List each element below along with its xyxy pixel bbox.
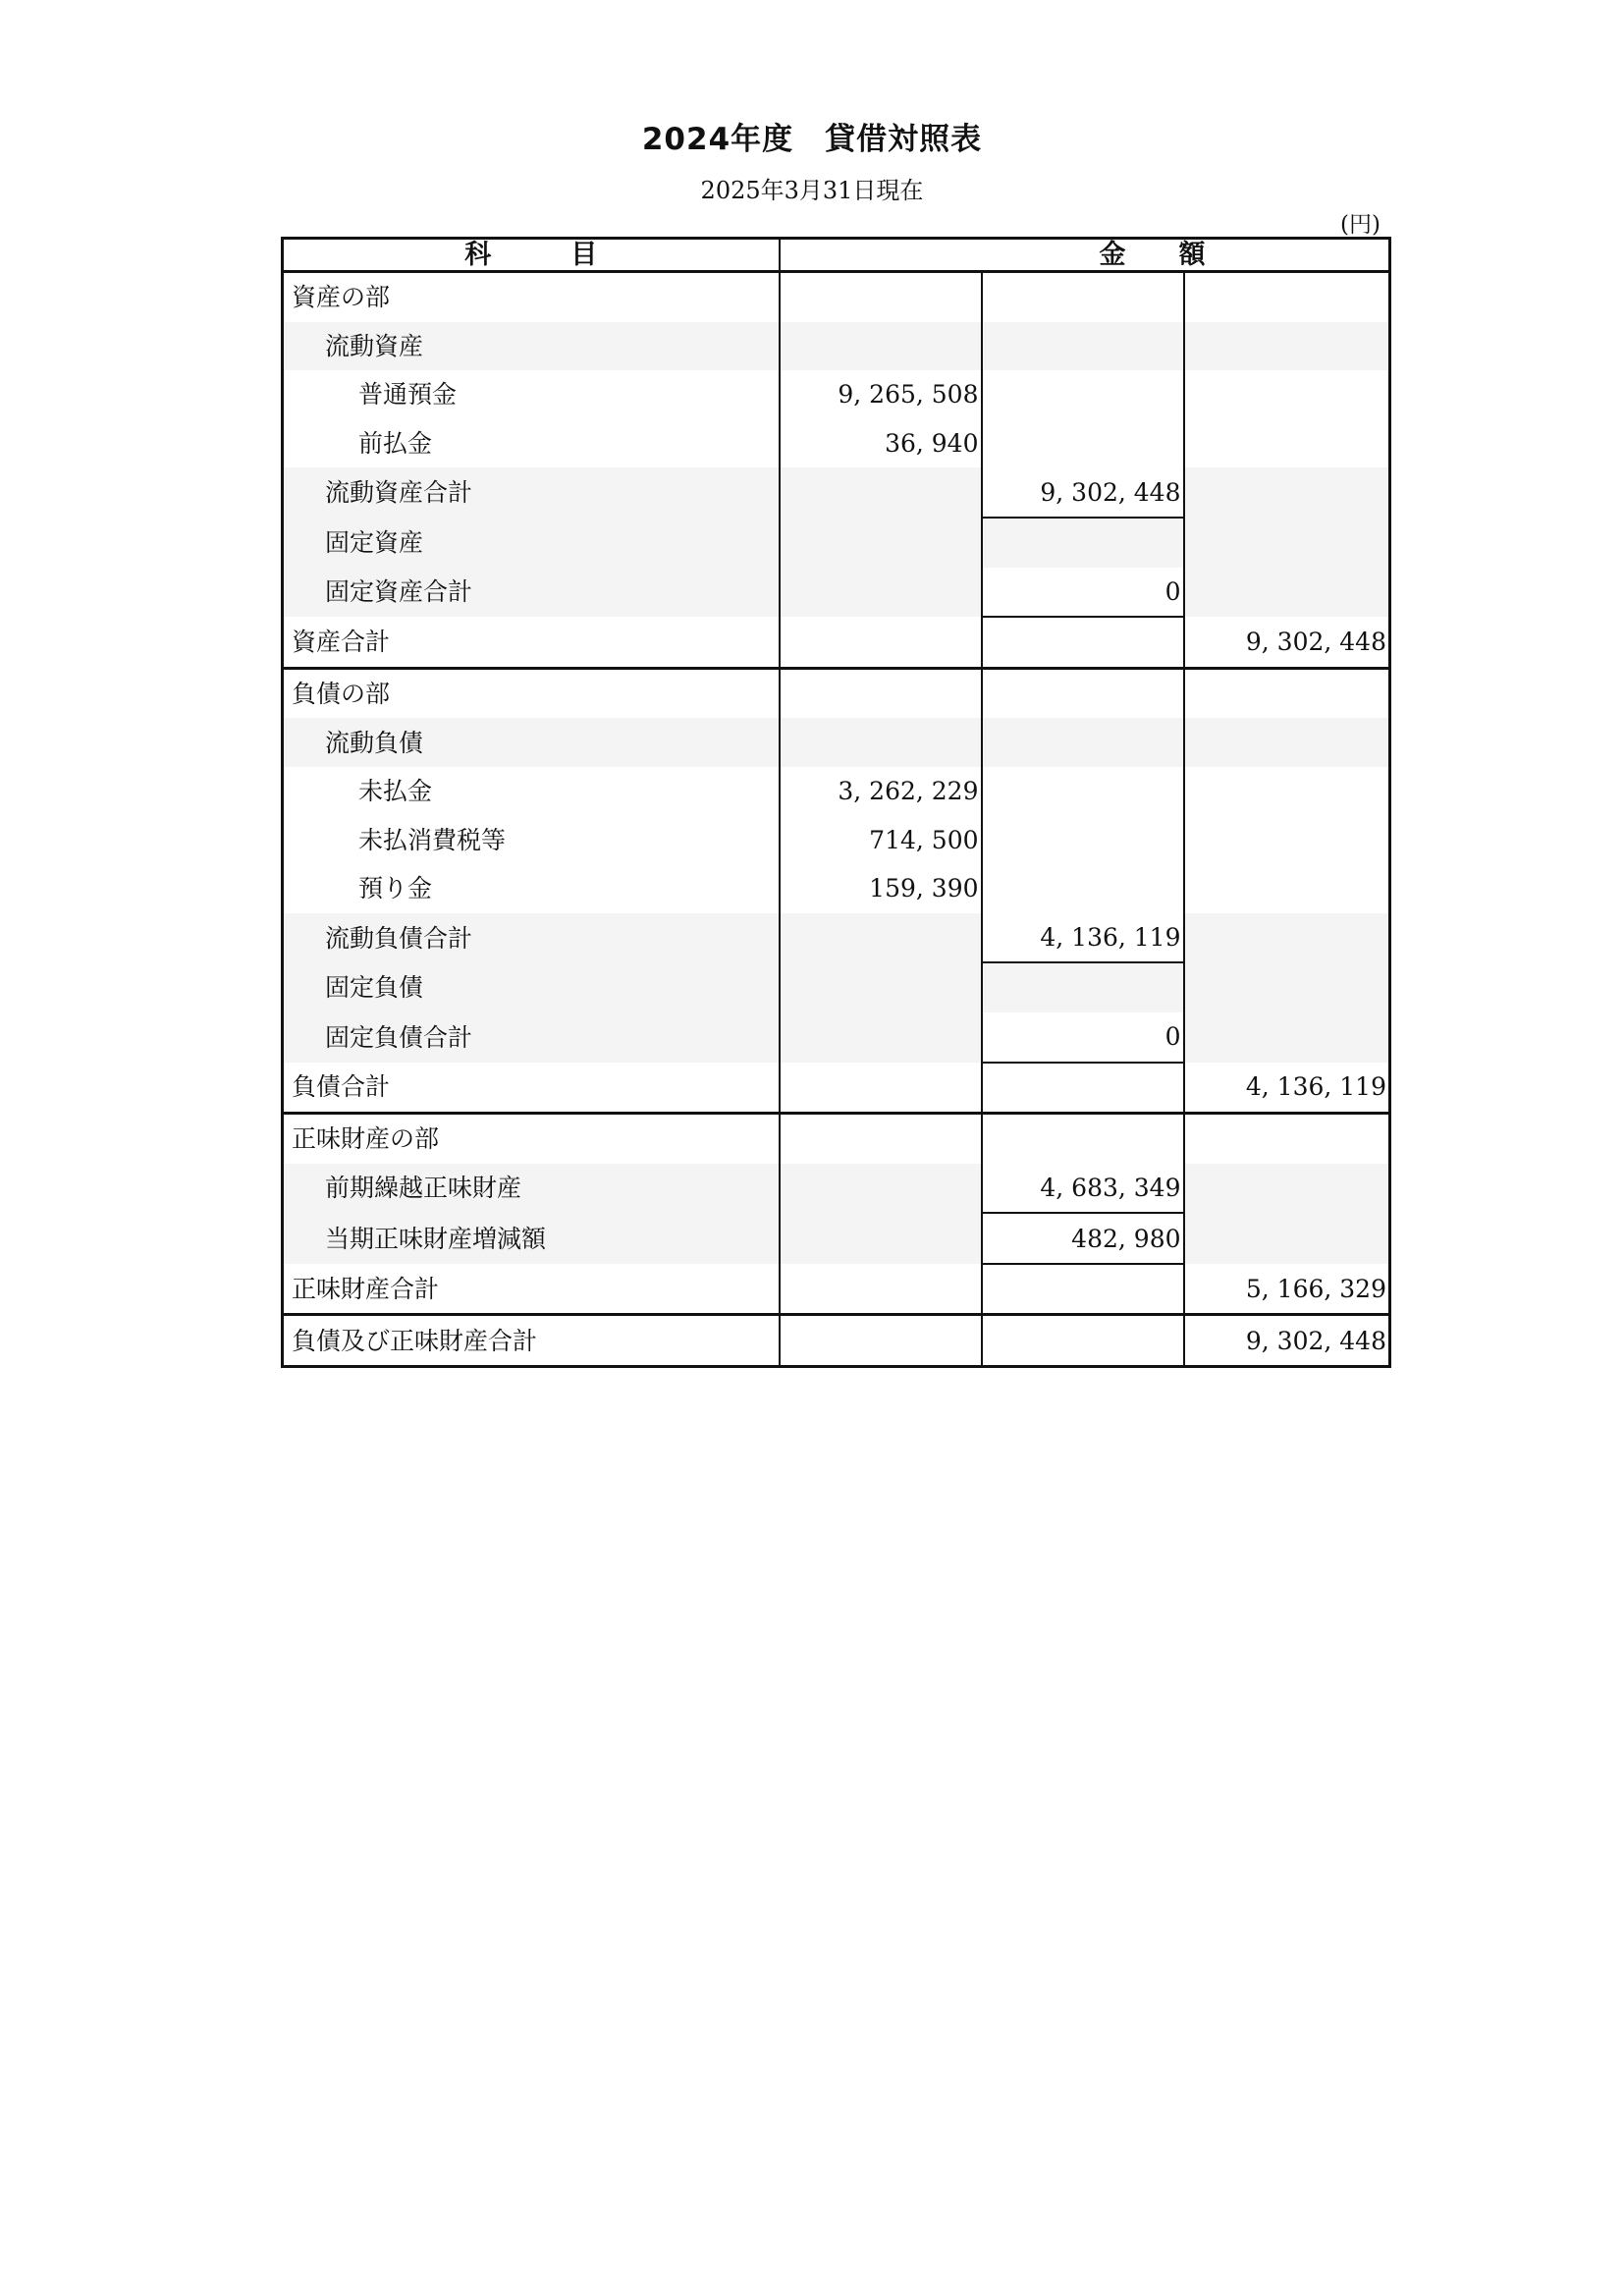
row-amount-total: 4, 136, 119 xyxy=(1184,1063,1390,1114)
row-amount-total xyxy=(1184,272,1390,322)
row-amount-detail xyxy=(780,1164,982,1214)
row-amount-subtotal xyxy=(982,1114,1184,1164)
row-amount-subtotal: 4, 136, 119 xyxy=(982,913,1184,963)
row-label: 当期正味財産増減額 xyxy=(283,1213,780,1264)
row-amount-total xyxy=(1184,1114,1390,1164)
table-row xyxy=(283,816,1390,865)
row-amount-subtotal xyxy=(982,718,1184,767)
row-amount-detail xyxy=(780,518,982,568)
row-amount-subtotal: 4, 683, 349 xyxy=(982,1164,1184,1214)
table-row xyxy=(283,370,1390,419)
row-amount-detail xyxy=(780,322,982,371)
row-amount-total: 9, 302, 448 xyxy=(1184,617,1390,668)
row-amount-total xyxy=(1184,568,1390,618)
table-row xyxy=(283,322,1390,371)
row-amount-detail: 3, 262, 229 xyxy=(780,767,982,816)
table-row xyxy=(283,1315,1390,1367)
row-label: 資産の部 xyxy=(283,272,780,322)
table-row xyxy=(283,1213,1390,1264)
table-header-row xyxy=(283,239,1390,272)
column-header-amount: 金 額 xyxy=(982,239,1184,272)
table-row xyxy=(283,1264,1390,1315)
table-row xyxy=(283,467,1390,518)
balance-sheet-table xyxy=(281,237,1391,1368)
row-amount-subtotal xyxy=(982,370,1184,419)
row-amount-total xyxy=(1184,962,1390,1012)
row-amount-subtotal xyxy=(982,1264,1184,1315)
row-label: 負債の部 xyxy=(283,668,780,718)
row-label: 固定負債合計 xyxy=(283,1012,780,1063)
row-amount-detail xyxy=(780,272,982,322)
row-amount-detail xyxy=(780,913,982,963)
table-row xyxy=(283,718,1390,767)
row-label: 負債合計 xyxy=(283,1063,780,1114)
row-label: 負債及び正味財産合計 xyxy=(283,1315,780,1367)
row-label: 資産合計 xyxy=(283,617,780,668)
row-amount-subtotal xyxy=(982,272,1184,322)
row-amount-total xyxy=(1184,913,1390,963)
row-amount-subtotal xyxy=(982,864,1184,913)
page-title: 2024年度 貸借対照表 xyxy=(641,122,983,157)
row-label: 流動資産 xyxy=(283,322,780,371)
row-amount-subtotal xyxy=(982,767,1184,816)
row-label: 流動負債 xyxy=(283,718,780,767)
row-label: 普通預金 xyxy=(283,370,780,419)
row-amount-detail xyxy=(780,1315,982,1367)
row-label: 未払消費税等 xyxy=(283,816,780,865)
column-header-item: 科 目 xyxy=(283,239,780,272)
row-label: 前期繰越正味財産 xyxy=(283,1164,780,1214)
row-amount-total xyxy=(1184,864,1390,913)
row-amount-subtotal xyxy=(982,322,1184,371)
row-label: 未払金 xyxy=(283,767,780,816)
row-amount-total xyxy=(1184,767,1390,816)
table-row xyxy=(283,767,1390,816)
row-amount-subtotal xyxy=(982,1315,1184,1367)
table-row xyxy=(283,568,1390,618)
table-row xyxy=(283,272,1390,322)
row-amount-total xyxy=(1184,816,1390,865)
row-amount-total xyxy=(1184,370,1390,419)
row-label: 正味財産合計 xyxy=(283,1264,780,1315)
table-row xyxy=(283,668,1390,718)
row-label: 預り金 xyxy=(283,864,780,913)
row-label: 前払金 xyxy=(283,419,780,468)
row-amount-subtotal xyxy=(982,419,1184,468)
row-amount-subtotal xyxy=(982,668,1184,718)
row-label: 流動資産合計 xyxy=(283,467,780,518)
table-row xyxy=(283,962,1390,1012)
row-amount-subtotal xyxy=(982,1063,1184,1114)
row-amount-detail: 714, 500 xyxy=(780,816,982,865)
row-amount-total xyxy=(1184,718,1390,767)
row-amount-total xyxy=(1184,1213,1390,1264)
row-label: 固定資産 xyxy=(283,518,780,568)
row-amount-total: 9, 302, 448 xyxy=(1184,1315,1390,1367)
row-amount-subtotal xyxy=(982,962,1184,1012)
row-amount-total xyxy=(1184,322,1390,371)
table-row xyxy=(283,1164,1390,1214)
row-amount-total xyxy=(1184,668,1390,718)
row-label: 固定資産合計 xyxy=(283,568,780,618)
row-amount-total xyxy=(1184,1164,1390,1214)
row-amount-detail xyxy=(780,1213,982,1264)
row-amount-subtotal: 0 xyxy=(982,568,1184,618)
column-header-spacer xyxy=(780,239,982,272)
row-amount-detail xyxy=(780,568,982,618)
column-header-spacer xyxy=(1184,239,1390,272)
row-amount-detail xyxy=(780,1063,982,1114)
table-row xyxy=(283,1114,1390,1164)
row-amount-detail xyxy=(780,467,982,518)
row-amount-detail: 9, 265, 508 xyxy=(780,370,982,419)
table-row xyxy=(283,864,1390,913)
row-amount-subtotal: 9, 302, 448 xyxy=(982,467,1184,518)
row-amount-subtotal: 0 xyxy=(982,1012,1184,1063)
table-row xyxy=(283,617,1390,668)
row-amount-detail xyxy=(780,1264,982,1315)
row-amount-subtotal xyxy=(982,518,1184,568)
table-row xyxy=(283,1012,1390,1063)
row-amount-detail: 36, 940 xyxy=(780,419,982,468)
row-amount-total xyxy=(1184,467,1390,518)
report-date: 2025年3月31日現在 xyxy=(700,177,924,204)
table-row xyxy=(283,518,1390,568)
row-amount-detail: 159, 390 xyxy=(780,864,982,913)
table-row xyxy=(283,913,1390,963)
row-amount-detail xyxy=(780,617,982,668)
row-amount-detail xyxy=(780,1114,982,1164)
table-row xyxy=(283,419,1390,468)
row-amount-detail xyxy=(780,668,982,718)
row-label: 固定負債 xyxy=(283,962,780,1012)
row-amount-detail xyxy=(780,962,982,1012)
row-amount-total: 5, 166, 329 xyxy=(1184,1264,1390,1315)
row-amount-subtotal xyxy=(982,617,1184,668)
row-amount-subtotal xyxy=(982,816,1184,865)
row-amount-detail xyxy=(780,718,982,767)
row-label: 正味財産の部 xyxy=(283,1114,780,1164)
row-amount-total xyxy=(1184,419,1390,468)
table-row xyxy=(283,1063,1390,1114)
row-amount-detail xyxy=(780,1012,982,1063)
row-amount-total xyxy=(1184,1012,1390,1063)
row-amount-subtotal: 482, 980 xyxy=(982,1213,1184,1264)
row-amount-total xyxy=(1184,518,1390,568)
row-label: 流動負債合計 xyxy=(283,913,780,963)
currency-unit: (円) xyxy=(1340,212,1380,238)
